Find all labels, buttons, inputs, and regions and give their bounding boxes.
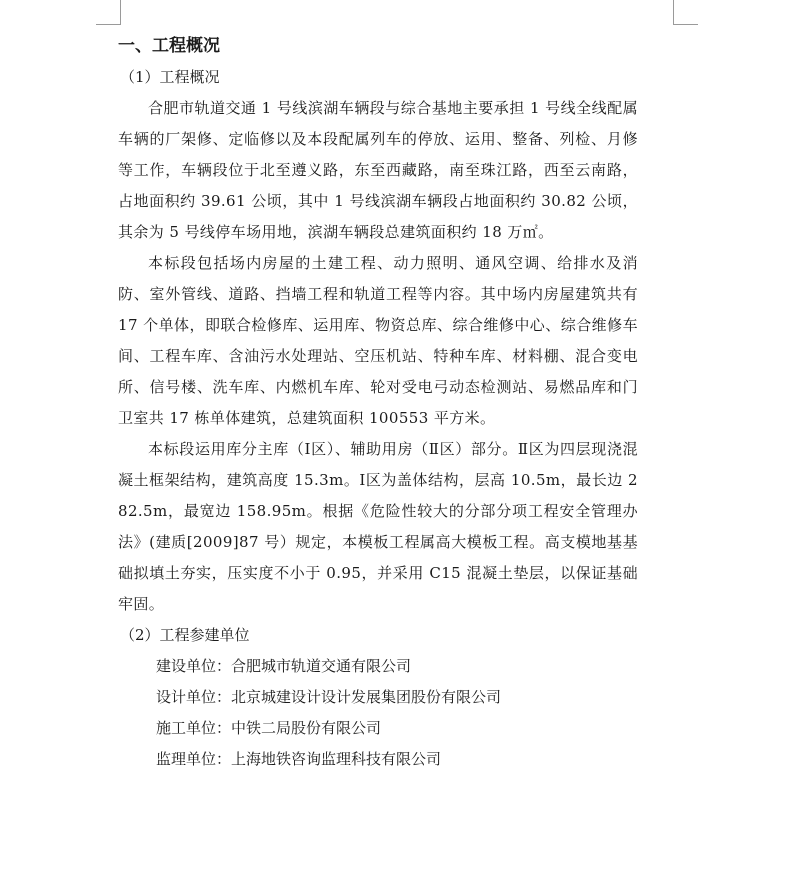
participant-name: 上海地铁咨询监理科技有限公司 [231,750,442,768]
participant-role: 设计单位： [156,688,232,706]
participant-name: 中铁二局股份有限公司 [231,719,382,737]
participant-role: 监理单位： [156,750,232,768]
crop-mark-top-right [673,0,698,25]
document-body [118,30,638,775]
subsection-title-overview: （1）工程概况 [120,68,220,86]
subsection-title-participants: （2）工程参建单位 [120,626,250,644]
participant-row [118,744,638,775]
paragraph-overview: 合肥市轨道交通 1 号线滨湖车辆段与综合基地主要承担 1 号线全线配属车辆的厂架修、定临修以及本段配属列车的停放、运用、整备、列检、月修等工作，车辆段位于北至遵义路，东至西藏路，南至珠江路，西至云南路，占地面积约 39.61 公顷，其中 1 号线滨湖车辆段占地面积约 30.82 公顷，其余为 5 号线停车场用地，滨湖车辆段总建筑面积约 18 万㎡。 [118,99,638,241]
participant-role: 施工单位： [156,719,232,737]
participant-row [118,713,638,744]
paragraph-scope: 本标段包括场内房屋的土建工程、动力照明、通风空调、给排水及消防、室外管线、道路、挡墙工程和轨道工程等内容。其中场内房屋建筑共有 17 个单体，即联合检修库、运用库、物资总库、综合维修中心、综合维修车间、工程车库、含油污水处理站、空压机站、特种车库、材料棚、混合变电所、信号楼、洗车库、内燃机车库、轮对受电弓动态检测站、易燃品库和门卫室共 17 栋单体建筑，总建筑面积 100553 平方米。 [118,254,638,427]
participant-row [118,651,638,682]
participant-row [118,682,638,713]
participant-name: 合肥城市轨道交通有限公司 [231,657,412,675]
section-heading: 一、工程概况 [118,36,220,56]
participant-name: 北京城建设计设计发展集团股份有限公司 [231,688,502,706]
participant-role: 建设单位： [156,657,232,675]
paragraph-structure: 本标段运用库分主库（Ⅰ区）、辅助用房（Ⅱ区）部分。Ⅱ区为四层现浇混凝土框架结构，建筑高度 15.3m。Ⅰ区为盖体结构，层高 10.5m，最长边 282.5m，最宽边 158.95m。根据《危险性较大的分部分项工程安全管理办法》(建质[2009]87 号）规定，本模板工程属高大模板工程。高支模地基基础拟填土夯实，压实度不小于 0.95，并采用 C15 混凝土垫层，以保证基础牢固。 [118,440,638,613]
crop-mark-top-left [96,0,121,25]
